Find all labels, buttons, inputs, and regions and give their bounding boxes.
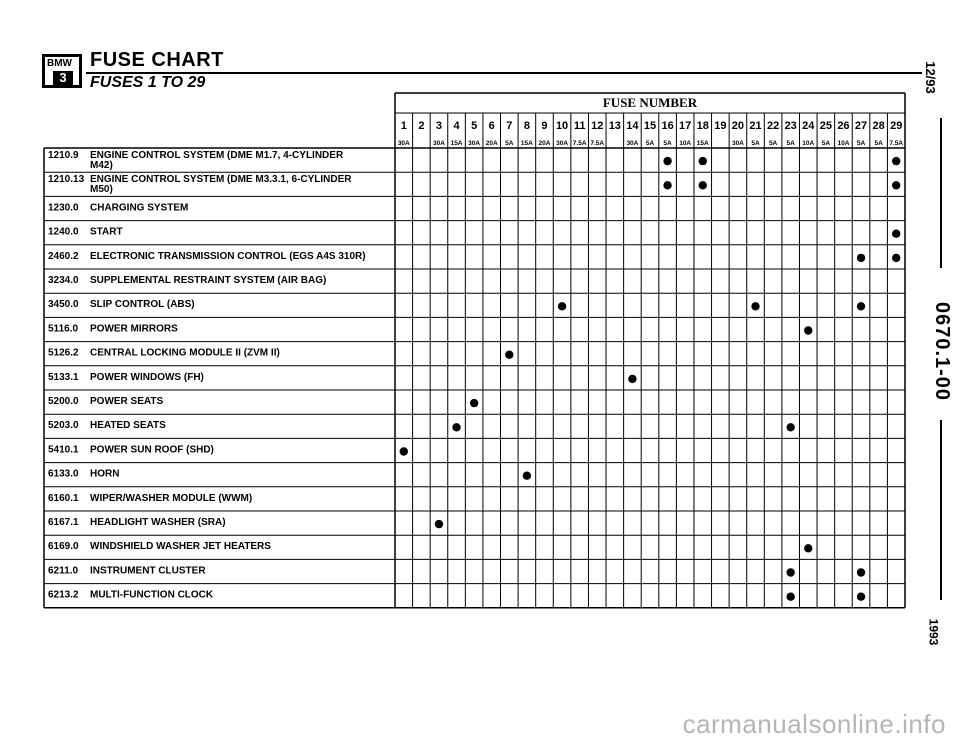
fuse-rating: 30A <box>432 140 445 147</box>
fuse-rating: 30A <box>468 140 481 147</box>
fuse-dot <box>857 568 865 576</box>
system-code: 1230.0 <box>48 202 79 214</box>
fuse-dot <box>751 302 759 310</box>
fuse-dot <box>892 254 900 262</box>
page-subtitle: FUSES 1 TO 29 <box>90 74 206 91</box>
system-code: 5116.0 <box>48 323 79 335</box>
system-description: INSTRUMENT CLUSTER <box>90 565 206 577</box>
fuse-rating: 15A <box>696 140 709 147</box>
side-date: 12/93 <box>922 61 938 94</box>
fuse-number: 28 <box>872 120 885 132</box>
fuse-number: 10 <box>555 120 569 132</box>
fuse-dot <box>663 181 671 189</box>
system-code: 6133.0 <box>48 468 79 480</box>
fuse-number: 14 <box>626 120 639 132</box>
fuse-number: 9 <box>541 120 548 132</box>
system-description: HEADLIGHT WASHER (SRA) <box>90 517 226 528</box>
fuse-number: 2 <box>418 120 425 132</box>
system-code: 5410.1 <box>48 444 79 456</box>
system-description-cont: M42) <box>90 160 113 171</box>
system-description: CHARGING SYSTEM <box>90 202 189 214</box>
system-code: 1240.0 <box>48 226 79 238</box>
side-year: 1993 <box>926 618 941 646</box>
fuse-dot <box>558 302 566 310</box>
fuse-rating: 15A <box>520 140 533 147</box>
fuse-number: 7 <box>506 120 513 132</box>
system-code: 3234.0 <box>48 275 79 286</box>
fuse-dot <box>804 544 812 552</box>
fuse-rating: 7.5A <box>590 140 605 147</box>
fuse-number: 26 <box>837 120 850 132</box>
fuse-number: 15 <box>643 120 657 132</box>
fuse-number: 8 <box>523 120 530 132</box>
fuse-rating: 5A <box>821 140 831 147</box>
fuse-dot <box>892 157 900 165</box>
fuse-dot <box>786 593 794 601</box>
fuse-number: 11 <box>573 120 586 132</box>
system-description: START <box>90 226 123 238</box>
fuse-number: 6 <box>488 120 495 132</box>
fuse-number: 29 <box>890 120 903 132</box>
system-code: 6160.1 <box>48 492 79 504</box>
fuse-number: 1 <box>400 120 407 132</box>
fuse-dot <box>400 447 408 455</box>
watermark: carmanualsonline.info <box>682 709 946 739</box>
fuse-dot <box>470 399 478 407</box>
fuse-number-header: FUSE NUMBER <box>602 95 698 110</box>
fuse-dot <box>699 157 707 165</box>
side-doc-code: 0670.1-00 <box>931 301 954 402</box>
system-description: HORN <box>90 468 120 480</box>
system-code: 5126.2 <box>48 347 79 359</box>
system-description: SLIP CONTROL (ABS) <box>90 299 195 311</box>
system-description: ENGINE CONTROL SYSTEM (DME M3.3.1, 6-CYLINDER <box>90 174 352 186</box>
fuse-rating: 5A <box>874 140 883 147</box>
fuse-number: 13 <box>608 120 621 132</box>
fuse-number: 12 <box>591 120 604 132</box>
system-code: 2460.2 <box>48 250 79 262</box>
fuse-rating: 5A <box>645 140 655 147</box>
fuse-dot <box>857 593 865 601</box>
fuse-rating: 30A <box>731 140 744 147</box>
system-code: 5203.0 <box>48 420 79 432</box>
fuse-rating: 30A <box>626 140 639 147</box>
fuse-dot <box>892 230 900 238</box>
fuse-number: 3 <box>435 120 443 132</box>
system-description: SUPPLEMENTAL RESTRAINT SYSTEM (AIR BAG) <box>90 275 327 286</box>
logo-series: 3 <box>53 71 73 85</box>
fuse-rating: 5A <box>751 140 760 147</box>
fuse-number: 18 <box>696 120 709 132</box>
fuse-dot <box>505 351 513 359</box>
logo-brand: BMW <box>47 58 72 69</box>
fuse-rating: 7.5A <box>572 140 587 147</box>
fuse-dot <box>804 326 812 334</box>
fuse-dot <box>857 302 865 310</box>
fuse-rating: 10A <box>679 140 692 147</box>
fuse-number: 17 <box>679 120 692 132</box>
fuse-rating: 7.5A <box>889 140 904 147</box>
system-description: POWER WINDOWS (FH) <box>90 371 204 383</box>
fuse-dot <box>699 181 707 189</box>
system-description: ENGINE CONTROL SYSTEM (DME M1.7, 4-CYLINDER <box>90 150 344 161</box>
system-code: 3450.0 <box>48 299 79 311</box>
system-description: MULTI-FUNCTION CLOCK <box>90 589 214 601</box>
fuse-rating: 15A <box>450 140 463 147</box>
system-description-cont: M50) <box>90 184 113 196</box>
fuse-rating: 5A <box>786 140 795 147</box>
system-code: 6169.0 <box>48 541 79 553</box>
fuse-number: 5 <box>471 120 478 132</box>
fuse-dot <box>628 375 636 383</box>
fuse-number: 22 <box>766 120 780 132</box>
fuse-rating: 5A <box>856 140 866 147</box>
fuse-rating: 20A <box>485 140 498 147</box>
system-code: 6211.0 <box>48 565 79 577</box>
system-description: CENTRAL LOCKING MODULE II (ZVM II) <box>90 347 280 359</box>
fuse-dot <box>435 520 443 528</box>
fuse-dot <box>523 472 531 480</box>
system-description: ELECTRONIC TRANSMISSION CONTROL (EGS A4S 310R) <box>90 250 366 262</box>
fuse-rating: 20A <box>538 140 551 147</box>
fuse-number: 4 <box>453 120 460 132</box>
fuse-rating: 30A <box>397 140 410 147</box>
system-description: POWER MIRRORS <box>90 323 178 335</box>
fuse-dot <box>892 181 900 189</box>
system-description: POWER SEATS <box>90 396 164 407</box>
fuse-rating: 10A <box>837 140 850 147</box>
system-description: WINDSHIELD WASHER JET HEATERS <box>90 541 271 553</box>
page-title: FUSE CHART <box>90 49 224 71</box>
fuse-number: 25 <box>819 120 832 132</box>
fuse-number: 27 <box>854 120 868 132</box>
system-description: WIPER/WASHER MODULE (WWM) <box>90 492 253 504</box>
system-code: 6213.2 <box>48 589 79 601</box>
fuse-rating: 5A <box>663 140 672 147</box>
fuse-number: 21 <box>749 120 762 132</box>
fuse-rating: 5A <box>768 140 778 147</box>
fuse-dot <box>857 254 865 262</box>
fuse-number: 20 <box>731 120 745 132</box>
fuse-number: 24 <box>802 120 815 132</box>
fuse-number: 19 <box>714 120 727 132</box>
fuse-rating: 5A <box>505 140 514 147</box>
system-code: 5200.0 <box>48 396 79 407</box>
fuse-dot <box>786 423 794 431</box>
system-description: HEATED SEATS <box>90 420 166 432</box>
fuse-dot <box>663 157 671 165</box>
system-code: 1210.9 <box>48 150 79 161</box>
fuse-rating: 30A <box>556 140 569 147</box>
system-code: 5133.1 <box>48 371 79 383</box>
fuse-number: 23 <box>784 120 797 132</box>
system-code: 1210.13 <box>48 174 85 186</box>
fuse-dot <box>786 568 794 576</box>
fuse-dot <box>452 423 460 431</box>
fuse-rating: 10A <box>802 140 815 147</box>
fuse-number: 16 <box>661 120 674 132</box>
system-code: 6167.1 <box>48 517 79 528</box>
system-description: POWER SUN ROOF (SHD) <box>90 444 214 456</box>
